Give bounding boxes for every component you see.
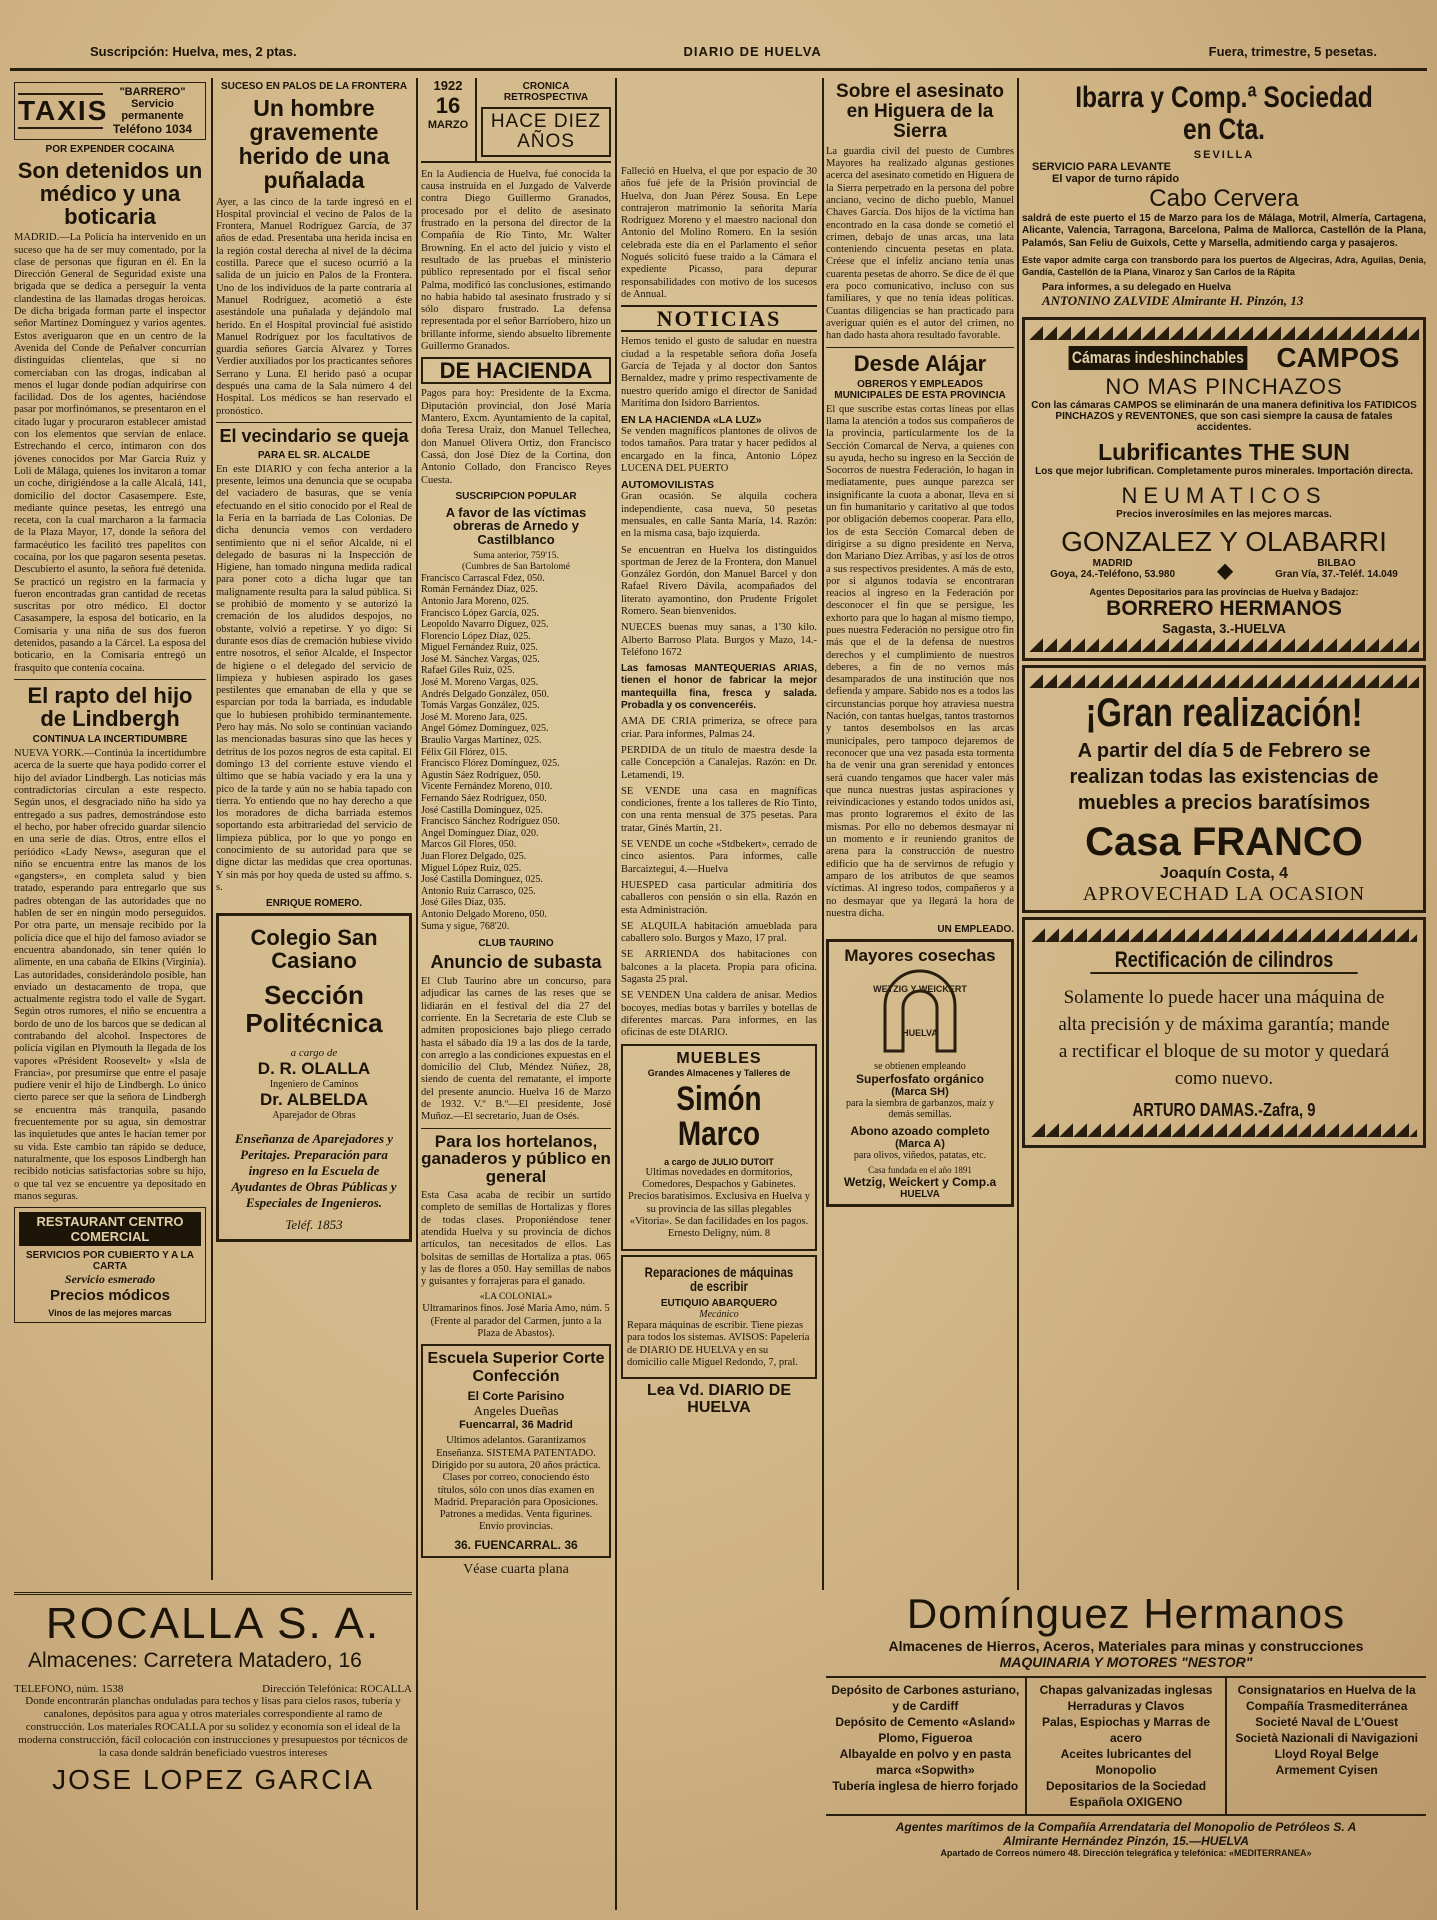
classified-vende-coche: SE VENDE un coche «Stdbekert», cerrado de cinco asientos. Para informes, calle Barcaiztegui, 4.—Huelva [621, 839, 817, 875]
column-1 [14, 78, 206, 1648]
suscripcion-entry: Félix Gil Flórez, 015. [421, 746, 508, 758]
campos-bilbao: BILBAO [1317, 558, 1356, 570]
ibarra-ship: Cabo Cervera [1149, 185, 1299, 212]
taurino-text: El Club Taurino abre un concurso, para adjudicar las carnes de las reses que se lidiarán en el festival del día 27 del corriente. En la Secretaría de este Club se admiten proposiciones bajo pliego cerrado hasta el sábado día 19 a las dos de la tarde, con arreglo a las condiciones expuestas en el domicilio del Club, Méndez Núñez, 28, siendo de cuenta del rematante, el importe del presente anuncio. Huelva 16 de Marzo de 1932. V.º B.º—El presidente, José Muñoz.—El secretario, Juan de Osés. [421, 976, 611, 1123]
reparaciones-role: Mecánico [699, 1309, 739, 1321]
horseshoe-logo-icon [865, 966, 975, 1056]
dominguez-item: Tubería inglesa de hierro forjado [832, 1779, 1019, 1793]
restaurant-ad [14, 1207, 206, 1323]
ibarra-ad [1022, 82, 1426, 309]
colegio-cargo: a cargo de [290, 1046, 338, 1059]
campos-line-7: Precios inverosímiles en las mejores marcas. [1116, 509, 1332, 521]
palos-article: Ayer, a las cinco de la tarde ingresó en el Hospital provincial el vecino de Palos de la Frontera, Manuel Rodríguez García, de 37 años de edad. Presentaba una herida incisa en la región costal derecha al nivel de la décima costilla. Parece que el suceso ocurrió a la salida de un juicio en Palos de la Frontera. Uno de los individuos de la parte contraria al Manuel Rodríguez, acometió a éste asestándole una puñalada y dejándolo mal herido. En el Hospital provincial fué asistido Manuel Rodríguez por los facultativos de guardia señores García Alvarez y Torres Verdier auxiliados por los practicantes señores Serrano y Luna. El herido pasó a ocupar después una cama de la Sala número 4 del Hospital. Los médicos se han reservado el pronóstico. [216, 196, 412, 417]
cilindros-sign: ARTURO DAMAS.-Zafra, 9 [1132, 1099, 1316, 1120]
restaurant-name: RESTAURANT CENTRO COMERCIAL [19, 1212, 201, 1246]
sportman-text: Se encuentran en Huelva los distinguidos sportman de Jerez de la Frontera, don Manuel González Gordón, don Manuel Barcel y don Rafael Rivero Dávila, acompañados del literato ayamontino, don Prudente Frigolet Romero. Sean bienvenidos. [621, 544, 817, 617]
cronica-headline: HACE DIEZ AÑOS [481, 107, 611, 157]
dominguez-item: Societé Naval de L'Ouest [1255, 1715, 1399, 1729]
campos-line-5: Los que mejor lubrifican. Completamente puros minerales. Importación directa. [1035, 466, 1413, 478]
cosechas-line-10: HUELVA [900, 1189, 940, 1201]
date-month: MARZO [427, 119, 469, 131]
hacienda-luz-title: EN LA HACIENDA «LA LUZ» [621, 414, 762, 427]
dominguez-item: Depositarios de la Sociedad Española OXIGENO [1045, 1779, 1207, 1809]
dominguez-column-3 [1227, 1678, 1426, 1814]
dominguez-name: Domínguez Hermanos [906, 1590, 1346, 1637]
vecindario-headline: El vecindario se queja [219, 425, 409, 446]
dominguez-item: Herraduras y Clavos [1067, 1699, 1185, 1713]
automovilistas-text: Gran ocasión. Se alquila cochera independiente, casa nueva, 50 pesetas mensuales, en calle Santa María, 14. Razón: en la misma casa, bajo izquierda. [621, 491, 817, 540]
hortelanos-address: Ultramarinos finos. José María Amo, núm. 5 (Frente al parador del Carmen, junto a la Plaza de Abastos). [422, 1303, 610, 1340]
dominguez-item: Lloyd Royal Belge [1274, 1747, 1379, 1761]
muebles-cargo: a cargo de JULIO DUTOIT [664, 1156, 774, 1167]
page-header [90, 44, 1377, 66]
rocalla-signature: JOSE LOPEZ GARCIA [52, 1764, 374, 1795]
franco-ad [1022, 665, 1426, 913]
dominguez-footer-3: Apartado de Correos número 48. Dirección telegráfica y telefónica: «MEDITERRANEA» [940, 1848, 1312, 1858]
ibarra-city: SEVILLA [1193, 149, 1255, 161]
dominguez-item: Depósito de Carbones asturiano, y de Cardiff [831, 1683, 1020, 1713]
cilindros-text: Solamente lo puede hacer una máquina de alta precisión y de máxima garantía; mande a rectificar el bloque de su motor y quedará como nuevo. [1058, 986, 1390, 1089]
suscripcion-entry: Rafael Giles Ruiz, 025. [421, 665, 515, 677]
dominguez-item: Plomo, Figueroa [878, 1731, 973, 1745]
muebles-name: Simón Marco [676, 1079, 762, 1154]
classified-venden: SE VENDEN Una caldera de anisar. Medios bocoyes, medias botas y barriles y botellas de diferentes marcas. Para informes, en las oficinas de este DIARIO. [621, 990, 817, 1039]
suscripcion-entry: Miguel Fernández Ruiz, 025. [421, 642, 538, 654]
column-rule [211, 78, 213, 1580]
classified-alquila: SE ALQUILA habitación amueblada para caballero solo. Burgos y Mazo, 17 pral. [621, 920, 817, 945]
rocalla-telegraph: Dirección Telefónica: ROCALLA [262, 1683, 412, 1695]
column-rule [1017, 78, 1019, 1590]
escuela-ad [421, 1344, 611, 1557]
suscripcion-entry: Suma y sigue, 768'20. [421, 920, 510, 932]
classified-arrienda: SE ARRIENDA dos habitaciones con balcones a la placeta. Propia para oficina. Sagasta 25 pral. [621, 949, 817, 986]
suscripcion-entry: Juan Florez Delgado, 025. [421, 850, 527, 862]
barrero-service: Servicio permanente [121, 98, 184, 122]
dominguez-item: Armement Cyisen [1275, 1763, 1378, 1777]
cosechas-line-2: Superfosfato orgánico [855, 1072, 984, 1087]
restaurant-line-4: Vinos de las mejores marcas [48, 1308, 172, 1319]
suscripcion-entry: Francisco Carrascal Fdez, 050. [421, 572, 545, 584]
hacienda-luz-text: Se venden magníficos plantones de olivos de todos tamaños. Para tratar y hacer pedidos al encargado en la finca, Antonio López LUCENA DEL PUERTO [621, 426, 817, 475]
suscripcion-entry: Antonio Ruiz Carrasco, 025. [421, 885, 536, 897]
ibarra-agent: ANTONINO ZALVIDE Almirante H. Pinzón, 13 [1042, 293, 1304, 309]
colegio-title-2: Aparejador de Obras [272, 1109, 356, 1121]
rocalla-phone: TELEFONO, núm. 1538 [14, 1683, 124, 1695]
campos-brand: CAMPOS [1276, 342, 1400, 374]
column-5 [826, 78, 1014, 1568]
campos-madrid: MADRID [1092, 558, 1133, 570]
alajar-signature: UN EMPLEADO. [937, 924, 1014, 936]
classified-perdida: PERDIDA de un título de maestra desde la calle Concepción a Canalejas. Razón: en Dr. Letamendi, 19. [621, 744, 817, 781]
dominguez-sub: Almacenes de Hierros, Aceros, Materiales para minas y construcciones [888, 1638, 1364, 1654]
ibarra-text-2: Este vapor admite carga con transbordo para los puertos de Algeciras, Adra, Aguilas, Denia, Gandía, Castellón de la Plana, Vinaroz y San Carlos de la Rápita [1022, 254, 1426, 278]
colegio-person-2: Dr. ALBELDA [260, 1089, 368, 1109]
lindbergh-headline: El rapto del hijo de Lindbergh [27, 682, 193, 732]
subscription-outside: Fuera, trimestre, 5 pesetas. [1208, 44, 1377, 59]
suscripcion-entry: José M. Sánchez Vargas, 025. [421, 653, 540, 665]
suscripcion-entry: José Castilla Domínguez, 025. [421, 804, 543, 816]
restaurant-line-3: Precios módicos [49, 1287, 171, 1305]
muebles-ad [621, 1044, 817, 1251]
lea-diario: Lea Vd. DIARIO DE HUELVA [646, 1382, 792, 1417]
vecindario-signature: ENRIQUE ROMERO. [265, 898, 363, 910]
dominguez-item: Compañía Trasmediterránea [1245, 1699, 1408, 1713]
suscripcion-entry: Francisco López García, 025. [421, 607, 540, 619]
hacienda-text: Pagos para hoy: Presidente de la Excma. Diputación provincial, don José María Mantero, Excm. Ayuntamiento de la capital, doña Teresa Uraiz, don Manuel Tellechea, don Manuel Olivera Ortiz, don Francisco Cassá, don José Díez de la Cortina, don Antonio Collado, don Francisco Reyes Cuesta. [421, 388, 611, 486]
taxis-label: TAXIS [18, 93, 103, 129]
taurino-kicker: CLUB TAURINO [478, 938, 554, 950]
colegio-description: Enseñanza de Aparejadores y Peritajes. Preparación para ingreso en la Escuela de Ayudantes de Obras Públicas y Especiales de Ingenieros. [231, 1130, 397, 1210]
suscripcion-entry: Miguel López Ruiz, 025. [421, 862, 522, 874]
column-6 [1022, 78, 1426, 1578]
franco-cta: APROVECHAD LA OCASION [1082, 883, 1366, 906]
escuela-text: Ultimos adelantos. Garantizamos Enseñanza. SISTEMA PATENTADO. Dirigido por su autora, 20 años práctica. Clases por correo, conociendo ésto títulos, sólo con unos días examen en Madrid. Preparación para Oposiciones. Patrones a medidas. Venta figurines. Envío provincias. [431, 1435, 601, 1533]
alajar-kicker: OBREROS Y EMPLEADOS MUNICIPALES DE ESTA PROVINCIA [834, 378, 1006, 401]
suscripcion-entry: José Castilla Domínguez, 025. [421, 874, 543, 886]
cosechas-line-7: para olivos, viñedos, patatas, etc. [853, 1150, 987, 1162]
cosechas-logo-text: WETZIG Y WEICKERT [873, 984, 967, 995]
dominguez-item: Società Nazionali di Navigazioni [1235, 1731, 1419, 1745]
dominguez-column-2 [1027, 1678, 1228, 1814]
suscripcion-entry: Angel Gómez Domínguez, 025. [421, 723, 549, 735]
campos-ad [1022, 317, 1426, 661]
cosechas-line-8: Casa fundada en el año 1891 [868, 1165, 972, 1176]
suscripcion-sum: Suma anterior, 759'15. [473, 550, 559, 561]
muebles-text: Ultimas novedades en dormitorios, Comedores, Despachos y Gabinetes. Precios baratísimos. Exclusiva en Huelva y su provincia de las sillas plegables «Vitoria». Se dan facilidades en los pagos. Ernesto Deligny, núm. 8 [628, 1166, 810, 1240]
hacienda-headline: DE HACIENDA [421, 357, 611, 384]
campos-line-1: Cámaras indeshinchables [1068, 346, 1247, 370]
dominguez-footer-2: Almirante Hernández Pinzón, 15.—HUELVA [1003, 1834, 1249, 1848]
ibarra-info: Para informes, a su delegado en Huelva [1042, 282, 1231, 294]
franco-name: Casa FRANCO [1085, 820, 1363, 865]
rocalla-ad [14, 1588, 412, 1908]
escuela-brand: El Corte Parisino [467, 1389, 565, 1404]
taurino-headline: Anuncio de subasta [430, 952, 602, 973]
suscripcion-entry: José Giles Díaz, 035. [421, 897, 506, 909]
alajar-text: El que suscribe estas cortas líneas por ellas llama la atención a todos sus compañeros de la provincia, particularmente los de la Sección Comarcal de Nerva, a quienes con su ayuda, hecho su ingreso en la Sección de Socorros de nuestra Federación, lo hagan in mediatamente, pues aunque parezca ser insignificante la cuota a abonar, lleva en sí un fin humanitario y caritativo al que todos por obligación debemos cooperar. Para ello, los de esta Sección Comarcal deben de dirigirse a su digno presidente en Nerva, don Mariano Díez Arribas, y así los de otros a sus respectivos presidentes. A más de esto, por si algunos todavía se encontraran reacios al ingreso en la Federación por desconocer el fin que se persigue, les exhorto para que lo hagan al mismo tiempo, pues nuestra Federación no persigue otro fin más que el de la defensa de nuestros derechos y el cumplimiento de nuestros deberes, a fin de no vernos más desamparados de una institución que nos defienda y ampare. Sabido nos es a todos las circunstancias porque hoy atraviesa nuestra Nación, con tantas huelgas, tantos trastornos y tantos desembolsos en las arcas municipales, pero tampoco dejaremos de reconocer que una vez pasada esta tormenta ha de venir una gran serenidad y entonces será cuando tengamos que hacer valer más que nunca nuestras justas aspiraciones y reivindicaciones y estando todos unidos así, mas pronto lograremos el éxito de las mismas. Por ello no debemos desmayar ni un momento e ir reuniendo granitos de arena para la construcción de nuestro edificio que ha de servirnos de refugio y amparo de los atributos de que seamos víctimas. Al ingreso todos, compañeros y a no desmayar que ya llegará la hora de nuestra dicha. [826, 403, 1014, 919]
suscripcion-entry: Florencio López Díaz, 025. [421, 630, 531, 642]
cosechas-line-5: Abono azoado completo [850, 1124, 990, 1139]
suscripcion-entry: Leopoldo Navarro Díguez, 025. [421, 619, 549, 631]
cosechas-line-1: se obtienen empleando [874, 1061, 966, 1073]
column-3 [421, 78, 611, 1910]
column-rule [416, 78, 418, 1910]
cosechas-headline: Mayores cosechas [844, 946, 996, 966]
classified-arias: Las famosas MANTEQUERIAS ARIAS, tienen el honor de fabricar la mejor mantequilla fina, fresca y salada. Probadla y os convenceréis. [621, 663, 817, 712]
dominguez-ad [826, 1590, 1426, 1910]
suscripcion-entry: Vicente Fernández Moreno, 010. [421, 781, 553, 793]
campos-line-4: Lubrificantes THE SUN [1098, 439, 1350, 466]
lindbergh-kicker: CONTINUA LA INCERTIDUMBRE [32, 734, 188, 746]
dominguez-sub-2: MAQUINARIA Y MOTORES "NESTOR" [999, 1654, 1253, 1670]
cronica-text-b: Falleció en Huelva, el que por espacio de 30 años fué jefe de la Prisión provincial de Huelva, don Juan Pérez Sousa. En Lepe contrajeron matrimonio la señorita María Rodríguez Moreno y el maestro nacional don Antonio del Molino Romero. En la sesión celebrada este día en el Parlamento el señor Nogués solicitó fuese traído a la Cámara el expediente Picasso, para depurar responsabilidades con motivo de los sucesos de Annual. [621, 166, 817, 300]
newspaper-title: DIARIO DE HUELVA [683, 44, 822, 59]
colegio-title-1: Ingeniero de Caminos [269, 1078, 359, 1090]
campos-line-9: Agentes Depositarios para las provincias de Huelva y Badajoz: [1089, 587, 1359, 598]
rocalla-address: Almacenes: Carretera Matadero, 16 [28, 1649, 362, 1672]
cronica-kicker: CRONICA RETROSPECTIVA [503, 81, 589, 103]
ibarra-vapor: El vapor de turno rápido [1052, 173, 1180, 185]
hortelanos-headline: Para los hortelanos, ganaderos y público en general [421, 1131, 611, 1187]
suscripcion-entry: Tomás Vargas González, 025. [421, 700, 540, 712]
muebles-headline: MUEBLES [676, 1049, 762, 1067]
barrero-phone: Teléfono 1034 [112, 122, 193, 136]
suscripcion-entry: Braulio Vargas Martínez, 025. [421, 735, 542, 747]
reparaciones-headline: Reparaciones de máquinas de escribir [644, 1263, 794, 1295]
cosechas-line-9: Wetzig, Weickert y Comp.a [843, 1175, 997, 1190]
classified-ama: AMA DE CRIA primeriza, se ofrece para criar. Para informes, Palmas 24. [621, 716, 817, 740]
rocalla-text: Donde encontrarán planchas onduladas para techos y lisas para cielos rasos, tubería y canalones, depósitos para agua y otros materiales correspondiente al ramo de construcción. Los materiales ROCALLA por su solidez y economía son el ideal de la moderna construcción, fácil colocación con instrucciones y presupuestos por técnicos de la casa donde saldrán beneficiado vuestros intereses [18, 1695, 408, 1759]
reparaciones-text: Repara máquinas de escribir. Tiene piezas para todos los sistemas. AVISOS: Papelería de DIARIO DE HUELVA y en su domicilio calle Miguel Redondo, 7, pral. [627, 1320, 810, 1368]
franco-address: Joaquín Costa, 4 [1159, 865, 1289, 883]
cosechas-logo-city: HUELVA [902, 1028, 938, 1039]
dominguez-item: Consignatarios en Huelva de la [1237, 1683, 1416, 1697]
column-4 [621, 96, 817, 1896]
dominguez-item: Chapas galvanizadas inglesas [1039, 1683, 1213, 1697]
suscripcion-entry: Fernando Sáez Rodríguez, 050. [421, 793, 547, 804]
barrero-name: "BARRERO" [119, 86, 186, 98]
dominguez-item: Palas, Espiochas y Marras de acero [1041, 1715, 1211, 1745]
suscripcion-entry: Román Fernández Díaz, 025. [421, 584, 538, 596]
cocaina-article: MADRID.—La Policía ha intervenido en un suceso que ha de ser muy comentado, por la clase de personas que figuran en él. En la Dirección General de Seguridad existe una brigada que se dedica a perseguir la venta clandestina de las llamadas drogas heroicas. De dicha brigada forman parte el inspector señor Martínez Domínguez y varios agentes. Estos averiguaron que en un centro de la Avenida del Conde de Peñalver concurrían distinguidas clientelas, que si no comerciaban con las drogas, indicaban al menos el lugar donde podían adquirirse con facilidad. Dos de los agentes, haciéndose pasar por morfinómanos, se presentaron en el citado lugar y procuraron establecer amistad con los elementos que servían de enlace. Estrechando el cerco, intimaron con dos jóvenes conocidos por Mar Garcia Ruiz y Loli de Málaga, quienes los invitaron a tomar un coche, dirigiéndose a la calle Alcalá, 141, domicilio del doctor Casasempere. Este, mediante quince pesetas, les entregó una receta, con la cual marcharon a la farmacia de la Plaza Mayor, 17, donde la señora del farmacéutico les facilitó tres papelitos con cocaína, por los que pagaron sesenta pesetas. Descubierto el asunto, la señora fué detenida. Se practicó un registro en la farmacia y fueron encontradas gran cantidad de recetas suscritas por otro médico. El doctor Casasampere, la esposa del boticario, en la Comisaría y una niña de sus dos fueron detenidos, pasando a la Cárcel. La esposa del boticario, en la Comisaría entregó un frasquito que contenía cocaína. [14, 232, 206, 674]
campos-line-8: GONZALEZ Y OLABARRI [1061, 526, 1387, 558]
date-year: 1922 [433, 78, 463, 93]
suscripcion-entry: José M. Moreno Jara, 025. [421, 711, 528, 723]
column-rule [615, 78, 617, 1910]
noticias-text: Hemos tenido el gusto de saludar en nuestra ciudad a la respetable señora doña Josefa García de Tejada y al doctor don Santos Bernaldez, madre y primo respectivamente de nuestro querido amigo el director de Sanidad Marítima don Isidoro Barrientos. [621, 336, 817, 409]
campos-madrid-address: Goya, 24.-Teléfono, 53.980 [1050, 569, 1176, 581]
franco-headline: ¡Gran realización! [1085, 691, 1363, 736]
escuela-address: Fuencarral, 36 Madrid [459, 1419, 573, 1432]
classified-nueces: NUECES buenas muy sanas, a 1'30 kilo. Alberto Barroso Plata. Burgos y Mazo, 14.-Teléfono 1672 [621, 622, 817, 658]
reparaciones-ad [621, 1255, 817, 1380]
ibarra-text: saldrá de este puerto el 15 de Marzo para los de Málaga, Motril, Almería, Cartagena, Alicante, Valencia, Tarragona, Barcelona, Palma de Mallorca, Castellón de la Plana, Palamós, San Feliu de Guixols, Cette y Marsella, admitiendo carga y pasajeros. [1022, 213, 1426, 249]
header-rule [10, 68, 1427, 71]
suscripcion-entry: Antonio Delgado Moreno, 050. [421, 908, 547, 920]
asesinato-text: La guardia civil del puesto de Cumbres Mayores ha realizado algunas gestiones acerca del asesinato cometido en Higuera de la Sierra perpetrado en la persona del pobre anciano, vecino de dicho pueblo, Manuel Chaves García. Dos hijos de la víctima han encontrado en la casa donde se cometió el crimen, debajo de unas arcas, una lata conteniendo cincuenta pesetas en plata. Créese que el infeliz anciano tenía unas cuarenta pesetas de ahorro. Se dice de él que era poco comunicativo, incluso con sus familiares, y que no tenía ideas políticas. Cuantas diligencias se han practicado para averiguar quién es el autor del crimen, no han dado hasta ahora resultado favorable. [826, 145, 1014, 342]
automovilistas-title: AUTOMOVILISTAS [621, 479, 714, 492]
suscripcion-list [421, 573, 611, 932]
escuela-footer: 36. FUENCARRAL. 36 [454, 1537, 578, 1552]
suscripcion-kicker: SUSCRIPCION POPULAR [455, 490, 577, 502]
dominguez-item: Depósito de Cemento «Asland» [835, 1715, 1016, 1729]
vecindario-kicker: PARA EL SR. ALCALDE [257, 449, 371, 461]
dominguez-item: Aceites lubricantes del Monopolio [1060, 1747, 1192, 1777]
hortelanos-text: Esta Casa acaba de recibir un surtido completo de semillas de Hortalizas y flores de todas clases. Proponiéndose tener atendida Huelva y su provincia de dichos artículos, tan necesitados de ellos. Las bolsitas de semillas de Hortaliza a ptas. 065 y las de flores a 050. Hay semillas de nabos y guisantes y forrajeras para el ganado. [421, 1190, 611, 1288]
suscripcion-headline: A favor de las víctimas obreras de Arnedo y Castilblanco [445, 504, 587, 548]
franco-text: A partir del día 5 de Febrero se realizan todas las existencias de muebles a precios baratísimos [1069, 740, 1379, 815]
column-2 [216, 78, 412, 1568]
campos-line-2: NO MAS PINCHAZOS [1105, 374, 1343, 400]
campos-line-11: Sagasta, 3.-HUELVA [1162, 621, 1286, 637]
ibarra-service: SERVICIO PARA LEVANTE [1032, 161, 1171, 173]
asesinato-headline: Sobre el asesinato en Higuera de la Sierra [836, 81, 1004, 142]
cronica-text-a: En la Audiencia de Huelva, fué conocida la causa instruída en el Juzgado de Valverde contra Diego Guillermo Granados, procesado por el delito de asesinato frustrado en la persona del director de la Compañía de Río Tinto, Mr. Walter Browning. En el acto del juicio y visto el resultado de las pruebas el ministerio público representado por el fiscal señor Palma, modificó las conclusiones, estimando no había habido tal asesinato frustrado y sí sólo disparo frustrado. La defensa representada por el señor Barriobero, hizo un brillante informe, siendo absuelto libremente Guillermo Granados. [421, 168, 611, 353]
cilindros-ad [1022, 917, 1426, 1147]
colegio-name: Colegio San Casiano [250, 925, 378, 974]
cosechas-ad [826, 939, 1014, 1207]
hortelanos-shop: «LA COLONIAL» [479, 1292, 553, 1303]
escuela-name: Escuela Superior Corte Confección [427, 1350, 605, 1386]
suscripcion-sub: (Cumbres de San Bartolomé [462, 561, 570, 572]
vease-note: Véase cuarta plana [463, 1561, 569, 1577]
dominguez-item: Albayalde en polvo y en pasta marca «Sopwith» [839, 1747, 1012, 1777]
colegio-section: Sección Politécnica [245, 980, 383, 1038]
suscripcion-entry: Andrés Delgado González, 050. [421, 688, 550, 700]
suscripcion-entry: Antonio Jara Moreno, 025. [421, 595, 530, 607]
diamond-icon: ◆ [1217, 560, 1233, 583]
campos-bilbao-address: Gran Vía, 37.-Teléf. 14.049 [1275, 569, 1398, 581]
rocalla-name: ROCALLA S. A. [45, 1599, 381, 1648]
vecindario-article: En este DIARIO y con fecha anterior a la presente, leimos una denuncia que se ocupaba del vaciadero de basuras, que se venía efectuando en el sitio conocido por el Real de la Feria en la barriada de Las Colonias. De dicha denuncia vemos con verdadero sentimiento que ni el señor Alcalde, ni el delegado de basuras ni la Inspección de Higiene, han tomado ninguna medida radical para poner coto a dicha lugar que tan malignamente resulta para la salud pública. Si se prohibió de momento y se autorizó la cremación de los aludidos despojos, no obstante, volvió a repetirse. Y yo digo: Si durante esos días de cremación hubiese vivido entre nosotros, el señor Alcalde, el Inspector de higiene o el delegado del servicio de limpieza y hubiesen aspirado los gases pestilentes que emanaban de ella y que se esparcían por toda la barriada, es indudable que lo hubiesen prohibido terminantemente. Pero hay más. No solo se continúan vaciando las mencionadas basuras sino que las heces y detritus de los pozos negros de esta capital. El domingo 13 del corriente estuve viendo el último que se había vaciado y era la una y pico de la tarde y aún no se había tapado con tierra. Yo entiendo que no hay derecho a que los moradores de dicha barriada estemos soportando esta arbitrariedad del servicio de limpieza pública, por lo que yo pongo en conocimiento de su autoridad para que se digne dictar las medidas que crea oportunas. Y sin más por hoy queda de usted su affmo. s. s. [216, 463, 412, 893]
classified-vende-casa: SE VENDE una casa en magníficas condiciones, frente a los talleres de Río Tinto, con una renta mensual de 375 pesetas. Para tratar, Ginés Martín, 21. [621, 785, 817, 834]
suscripcion-entry: Angel Domínguez Díaz, 020. [421, 827, 539, 839]
cocaina-headline: Son detenidos un médico y una boticaria [17, 158, 203, 230]
muebles-sub: Grandes Almacenes y Talleres de [647, 1067, 791, 1078]
colegio-person-1: D. R. OLALLA [257, 1058, 371, 1078]
colegio-phone: Teléf. 1853 [285, 1216, 343, 1232]
campos-line-6: NEUMATICOS [1121, 483, 1327, 509]
cosechas-line-4: para la siembra de garbanzos, maíz y demás semillas. [846, 1098, 994, 1121]
date-day: 16 [435, 93, 461, 118]
suscripcion-entry: Francisco Flórez Domínguez, 025. [421, 758, 560, 770]
dominguez-footer-1: Agentes marítimos de la Compañía Arrendataria del Monopolio de Petróleos S. A [895, 1820, 1357, 1834]
suscripcion-entry: Francisco Sánchez Rodríguez 050. [421, 816, 560, 828]
suscripcion-entry: José M. Moreno Vargas, 025. [421, 677, 539, 689]
escuela-person: Angeles Dueñas [473, 1403, 559, 1419]
cosechas-line-6: (Marca A) [895, 1138, 945, 1151]
campos-line-10: BORRERO HERMANOS [1106, 597, 1342, 621]
colegio-ad [216, 913, 412, 1242]
campos-line-3: Con las cámaras CAMPOS se eliminarán de una manera definitiva los FATIDICOS PINCHAZOS y REVENTONES, que son casi siempre la causa de fatales accidentes. [1031, 400, 1417, 434]
restaurant-line-2: Servicio esmerado [64, 1272, 156, 1287]
date-box [421, 78, 477, 161]
lindbergh-article: NUEVA YORK.—Continúa la incertidumbre acerca de la suerte que haya podido correr el hijo del aviador Lindbergh. Las noticias más contradictorias circulan a este respecto. Según unos, el desgraciado niño ha sido ya entregado a sus padres, demostrándose esto el hecho, por haber ofrecido guardar silencio en una serie de días. Otros, entre ellos el periódico «Lady News», aseguran que el niño se encuentra entre las manos de los «gangsters», en completa salud y bien tratado, esperando para entregarlo que sus padres obtengan de las autoridades que no hablen de ser en ningún modo perseguidos. Por otra parte, un mensaje recibido por la policía dice que el hijo del famoso aviador se encuentra abandonado, sin tener quién lo alimente, en una cabaña de Elkins (Virginia). Las autoridades, considerándolo posible, han enviado un destacamento de tropa, que actualmente registra todo el valle de Sygart. Según otros rumores, el niño se encuentra a bordo de uno de los barcos que se dedican al contrabando del alcohol. Inspectores de policía vigilan en Plymouth la llegada de los vapores «Président Roosevelt» y «Isla de Francia», por presumirse que entre el pasaje pudiere venir el hijo de Lindbergh. Lo único cierto parece ser que la señora de Lindbergh se encuentra más tranquila, pasando frecuentemente por su agua, sin demostrar las inquietudes que antes le hacían temer por su vida. Este cambio tan rápido se deduce, naturalmente, que los esposos Lindbergh han recibido noticias satisfactorias sobre su hijo, o que tal vez se encuentre ya depositado en manos seguras. [14, 748, 206, 1202]
column-rule [822, 78, 824, 1590]
alajar-headline: Desde Alájar [853, 350, 987, 376]
ibarra-headline: Ibarra y Comp.ª Sociedad en Cta. [1075, 81, 1373, 146]
noticias-headline: NOTICIAS [621, 305, 817, 332]
restaurant-line-1: SERVICIOS POR CUBIERTO Y A LA CARTA [26, 1250, 194, 1273]
classified-huesped: HUESPED casa particular admitiría dos caballeros con pensión o sin ella. Razón en esta Administración. [621, 879, 817, 916]
dominguez-column-1 [826, 1678, 1027, 1814]
cocaina-kicker: POR EXPENDER COCAINA [45, 144, 175, 155]
palos-headline: Un hombre gravemente herido de una puñalada [238, 95, 390, 194]
suscripcion-entry: Marcos Gil Flores, 050. [421, 839, 517, 851]
cilindros-headline: Rectificación de cilindros [1090, 948, 1357, 973]
cosechas-line-3: (Marca SH) [891, 1086, 949, 1099]
subscription-local: Suscripción: Huelva, mes, 2 ptas. [90, 44, 297, 59]
reparaciones-name: EUTIQUIO ABARQUERO [660, 1298, 778, 1310]
palos-kicker: SUCESO EN PALOS DE LA FRONTERA [220, 81, 408, 92]
taxis-ad [14, 82, 206, 140]
suscripcion-entry: Agustín Sáez Rodríguez, 050. [421, 769, 541, 781]
